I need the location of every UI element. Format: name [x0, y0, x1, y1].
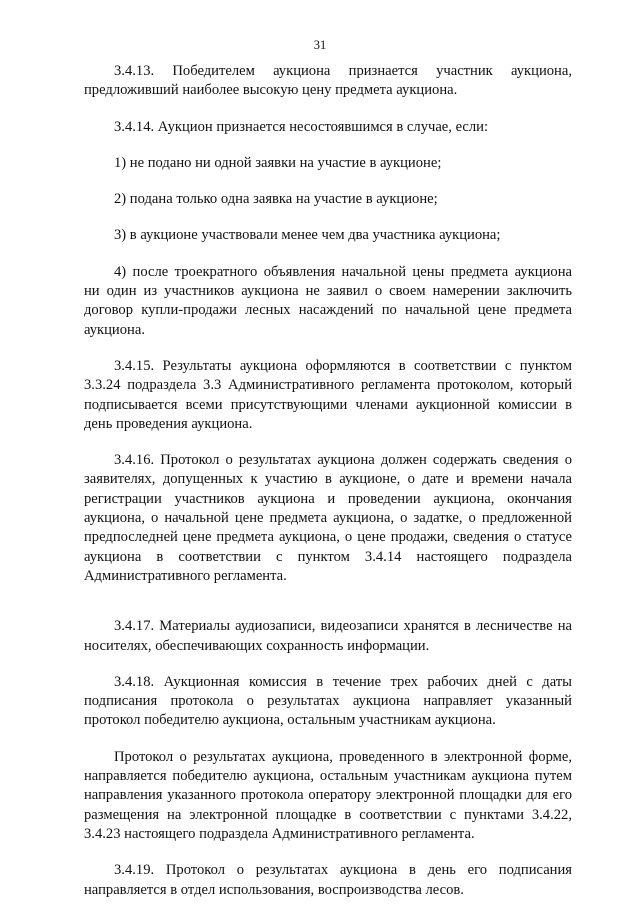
list-item-1: 1) не подано ни одной заявки на участие в аукционе;	[114, 154, 442, 171]
list-item-3: 3) в аукционе участвовали менее чем два участника аукциона;	[114, 227, 501, 244]
paragraph-3-4-18: 3.4.18. Аукционная комиссия в течение трех рабочих дней с даты подписания протокола о результатах аукциона направляет указанный протокол победителю аукциона, остальным участникам аукциона.	[84, 673, 572, 729]
paragraph-3-4-14: 3.4.14. Аукцион признается несостоявшимся в случае, если:	[114, 118, 489, 135]
paragraph-protocol-electronic: Протокол о результатах аукциона, проведенного в электронной форме, направляется победителю аукциона, остальным участникам аукциона путем направления указанного протокола оператору электронной площадки для его размещения на электронной площадке в соответствии с пунктами 3.4.22, 3.4.23 настоящего подраздела Административного регламента.	[84, 748, 572, 842]
paragraph-3-4-15: 3.4.15. Результаты аукциона оформляются в соответствии с пунктом 3.3.24 подраздела 3.3 Административного регламента протоколом, который подписывается всеми присутствующими членами аукционной комиссии в день проведения аукциона.	[84, 357, 572, 432]
paragraph-3-4-13: 3.4.13. Победителем аукциона признается участник аукциона, предложивший наиболее высокую цену предмета аукциона.	[84, 63, 572, 99]
document-body	[84, 62, 572, 917]
page-number: 31	[313, 38, 327, 52]
paragraph-3-4-17: 3.4.17. Материалы аудиозаписи, видеозаписи хранятся в лесничестве на носителях, обеспечивающих сохранность информации.	[84, 618, 572, 654]
paragraph-3-4-16: 3.4.16. Протокол о результатах аукциона должен содержать сведения о заявителях, допущенных к участию в аукционе, о дате и времени начала регистрации участников аукциона и проведении аукциона, окончания аукциона, о начальной цене предмета аукциона, о задатке, о предложенной предпоследней цене предмета аукциона, о цене продажи, сведения о статусе аукциона в соответствии с пунктом 3.4.14 настоящего подраздела Административного регламента.	[84, 452, 572, 584]
list-item-4: 4) после троекратного объявления начальной цены предмета аукциона ни один из участников аукциона не заявил о своем намерении заключить договор купли-продажи лесных насаждений по начальной цене предмета аукциона.	[84, 263, 572, 338]
paragraph-3-4-19: 3.4.19. Протокол о результатах аукциона в день его подписания направляется в отдел использования, воспроизводства лесов.	[84, 862, 572, 898]
list-item-2: 2) подана только одна заявка на участие в аукционе;	[114, 191, 438, 208]
